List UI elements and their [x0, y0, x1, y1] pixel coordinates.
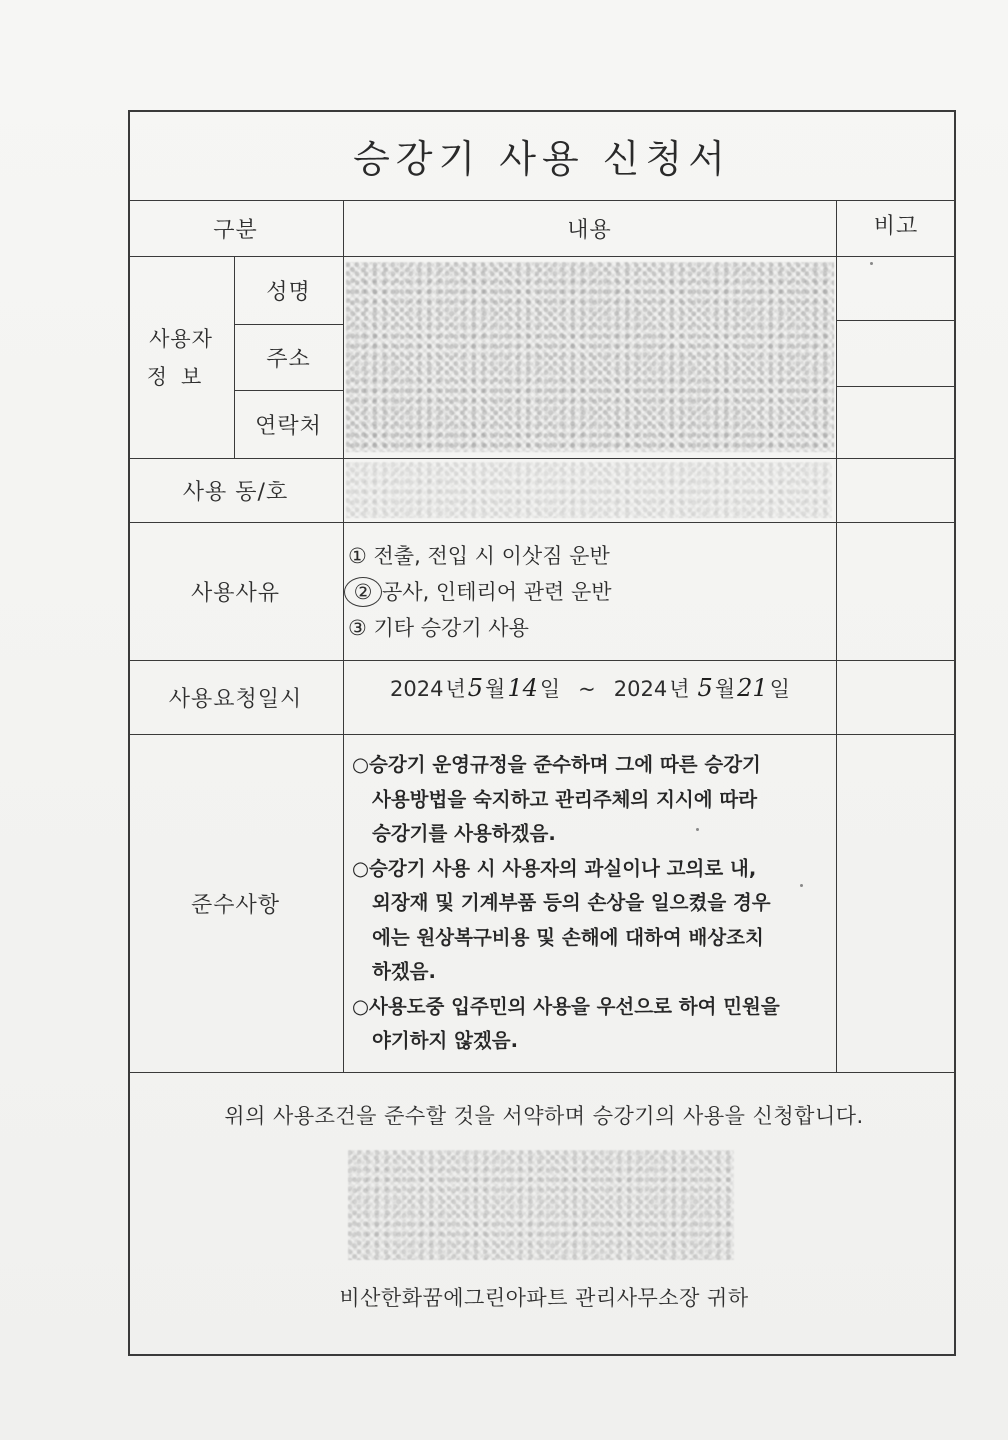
- reason-marker: ①: [348, 544, 367, 568]
- header-remarks: 비고: [873, 213, 919, 239]
- divider: [836, 386, 956, 387]
- compliance-line: 외장재 및 기계부품 등의 손상을 일으켰을 경우: [372, 891, 771, 914]
- compliance-line: 에는 원상복구비용 및 손해에 대하여 배상조치: [372, 925, 764, 949]
- header-category: 구분: [213, 217, 258, 243]
- pledge-text: 위의 사용조건을 준수할 것을 서약하며 승강기의 사용을 신청합니다.: [224, 1104, 864, 1128]
- compliance-label: 준수사항: [190, 892, 280, 918]
- reason-option-3: [348, 610, 612, 646]
- reason-option-2: [348, 574, 612, 610]
- header-content: 내용: [567, 217, 612, 243]
- unit-label: 사용 동/호: [182, 479, 289, 505]
- scan-speck: [800, 884, 803, 887]
- compliance-text: [352, 748, 822, 1059]
- divider: [128, 1072, 956, 1073]
- end-year-suffix: 년: [669, 677, 690, 701]
- scan-speck: [696, 828, 699, 831]
- selected-marker: ②: [344, 577, 382, 607]
- compliance-line: 하겠음.: [372, 960, 436, 983]
- compliance-line: ○승강기 운영규정을 준수하며 그에 따른 승강기: [352, 753, 761, 776]
- compliance-line: 승강기를 사용하겠음.: [372, 822, 556, 845]
- user-info-label-line2: 정보: [146, 365, 216, 389]
- start-month-suffix: 월: [485, 677, 506, 701]
- compliance-line: ○승강기 사용 시 사용자의 과실이나 고의로 내,: [352, 856, 757, 880]
- redacted-unit: [346, 462, 832, 518]
- form-title: 승강기 사용 신청서: [353, 136, 731, 181]
- end-year: 2024: [613, 677, 668, 701]
- compliance-line: 야기하지 않겠음.: [372, 1029, 519, 1052]
- end-month: 5: [697, 674, 713, 702]
- address-label: 주소: [266, 346, 311, 372]
- end-month-suffix: 월: [714, 677, 736, 701]
- reason-marker: ③: [348, 616, 367, 640]
- addressee-text: 비산한화꿈에그린아파트 관리사무소장 귀하: [339, 1286, 749, 1310]
- reason-text: 공사, 인테리어 관련 운반: [382, 580, 612, 604]
- name-label: 성명: [266, 279, 311, 305]
- reason-options: [348, 538, 612, 646]
- reason-label: 사용사유: [190, 580, 280, 606]
- redacted-user-info: [346, 262, 834, 452]
- redacted-signature: [348, 1150, 734, 1260]
- request-date-label: 사용요청일시: [168, 686, 303, 712]
- divider: [836, 320, 956, 321]
- reason-text: 기타 승강기 사용: [373, 616, 529, 640]
- start-year: 2024: [390, 677, 444, 701]
- column-divider: [836, 200, 837, 1072]
- compliance-line: 사용방법을 숙지하고 관리주체의 지시에 따라: [372, 787, 758, 811]
- user-info-label-line1: 사용자: [149, 327, 213, 351]
- start-month: 5: [467, 674, 484, 702]
- request-date-range: [390, 673, 790, 703]
- end-day-suffix: 일: [769, 677, 790, 701]
- compliance-line: ○사용도중 입주민의 사용을 우선으로 하여 민원을: [352, 994, 780, 1018]
- start-year-suffix: 년: [445, 677, 466, 701]
- scan-speck: [870, 262, 873, 265]
- reason-text: 전출, 전입 시 이삿짐 운반: [373, 544, 610, 568]
- reason-option-1: [348, 538, 612, 574]
- date-separator: ~: [578, 677, 596, 701]
- start-day-suffix: 일: [539, 677, 561, 701]
- start-day: 14: [507, 674, 538, 702]
- column-divider: [343, 200, 344, 1072]
- end-day: 21: [737, 674, 768, 702]
- contact-label: 연락처: [255, 413, 322, 439]
